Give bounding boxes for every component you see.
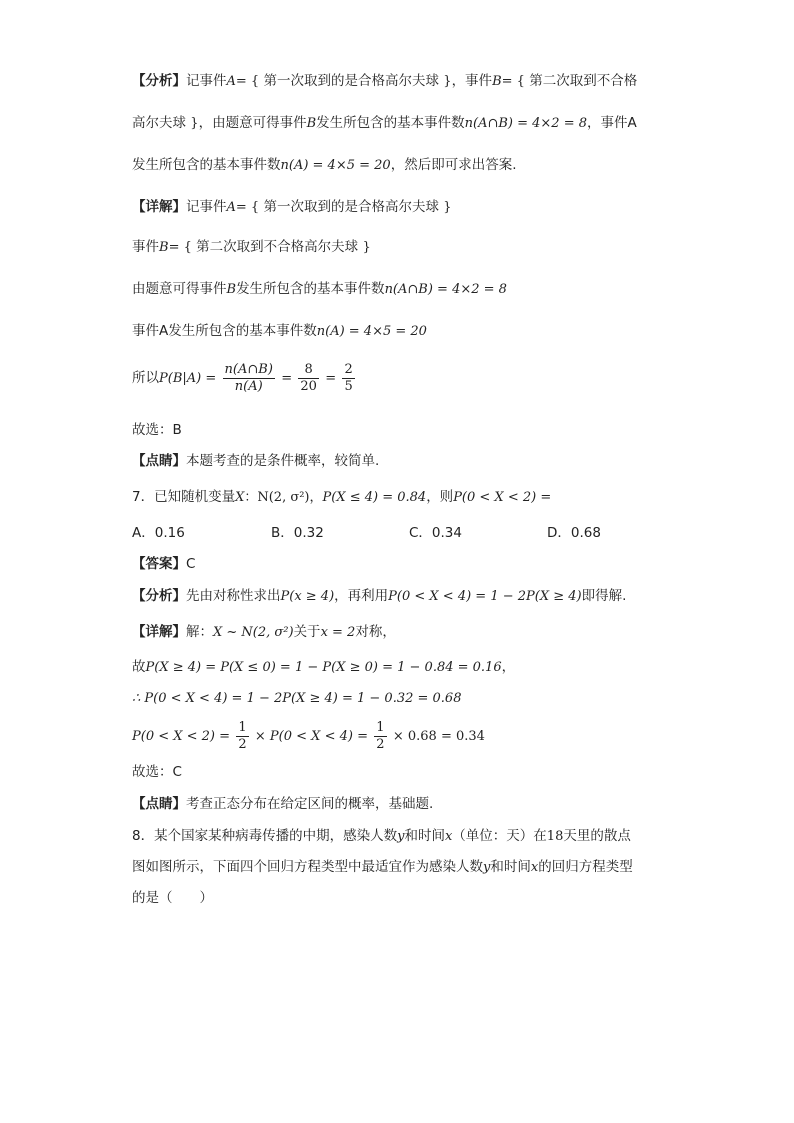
answer-tag: 【答案】 — [132, 556, 186, 572]
prev-detail-line-2: 事件B= { 第二次取到不合格高尔夫球 } — [132, 239, 371, 255]
q8-stem-line-1: 8．某个国家某种病毒传播的中期，感染人数y和时间x（单位：天）在18天里的散点 — [132, 828, 631, 844]
q7-comment-line: 【点睛】考查正态分布在给定区间的概率，基础题. — [132, 796, 434, 812]
prev-analysis-line-2: 高尔夫球 }，由题意可得事件B发生所包含的基本事件数n(A∩B) = 4×2 = 8，事件A — [132, 115, 637, 131]
prev-analysis-line-1: 【分析】记事件A= { 第一次取到的是合格高尔夫球 }，事件B= { 第二次取到不合格 — [132, 73, 638, 89]
prev-comment-line: 【点睛】本题考查的是条件概率，较简单. — [132, 453, 380, 469]
q7-detail-step-1: 故P(X ≥ 4) = P(X ≤ 0) = 1 − P(X ≥ 0) = 1 − 0.84 = 0.16， — [132, 659, 516, 675]
fraction-nab-over-na: $\frac{n(A\cap B)}{n(A)}$ — [224, 361, 273, 394]
analysis-tag: 【分析】 — [132, 588, 186, 604]
q7-option-d: D．0.68 — [547, 525, 601, 541]
comment-tag: 【点睛】 — [132, 796, 186, 812]
q7-option-c: C．0.34 — [409, 525, 462, 541]
fraction-2-over-5: $\frac{2}{5}$ — [344, 361, 353, 394]
prev-choose-line: 故选：B — [132, 422, 182, 438]
fraction-8-over-20: $\frac{8}{20}$ — [300, 361, 317, 394]
prev-analysis-line-3: 发生所包含的基本事件数n(A) = 4×5 = 20，然后即可求出答案. — [132, 157, 517, 173]
q7-stem: 7．已知随机变量X：N(2, σ²)，P(X ≤ 4) = 0.84，则P(0 < X < 2) = — [132, 489, 552, 505]
q7-option-b: B．0.32 — [271, 525, 324, 541]
q7-detail-step-3: P(0 < X < 2) = $\frac{1}{2}$ × P(0 < X < 4) = $\frac{1}{2}$ × 0.68 = 0.34 — [132, 719, 485, 752]
detail-tag: 【详解】 — [132, 199, 186, 215]
q8-stem-line-2: 图如图所示，下面四个回归方程类型中最适宜作为感染人数y和时间x的回归方程类型 — [132, 859, 633, 875]
analysis-tag: 【分析】 — [132, 73, 186, 89]
prev-detail-line-4: 事件A发生所包含的基本事件数n(A) = 4×5 = 20 — [132, 323, 427, 339]
detail-tag: 【详解】 — [132, 624, 186, 640]
q7-option-a: A．0.16 — [132, 525, 185, 541]
q7-choose-line: 故选：C — [132, 764, 182, 780]
comment-tag: 【点睛】 — [132, 453, 186, 469]
prev-conditional-probability-formula: 所以P(B|A) = $\frac{n(A\cap B)}{n(A)}$ = $\frac{8}{20}$ = $\frac{2}{5}$ — [132, 361, 353, 394]
q8-stem-line-3: 的是（ ） — [132, 890, 213, 906]
q7-detail-line-1: 【详解】解：X ~ N(2, σ²)关于x = 2对称， — [132, 624, 396, 640]
q7-detail-step-2: ∴ P(0 < X < 4) = 1 − 2P(X ≥ 4) = 1 − 0.32 = 0.68 — [132, 691, 462, 706]
q7-analysis-line: 【分析】先由对称性求出P(x ≥ 4)，再利用P(0 < X < 4) = 1 − 2P(X ≥ 4)即得解. — [132, 588, 627, 604]
prev-detail-line-3: 由题意可得事件B发生所包含的基本事件数n(A∩B) = 4×2 = 8 — [132, 281, 507, 297]
fraction-one-half: $\frac{1}{2}$ — [376, 719, 385, 752]
q7-answer-line: 【答案】C — [132, 556, 196, 572]
fraction-one-half: $\frac{1}{2}$ — [238, 719, 247, 752]
prev-detail-line-1: 【详解】记事件A= { 第一次取到的是合格高尔夫球 } — [132, 199, 452, 215]
